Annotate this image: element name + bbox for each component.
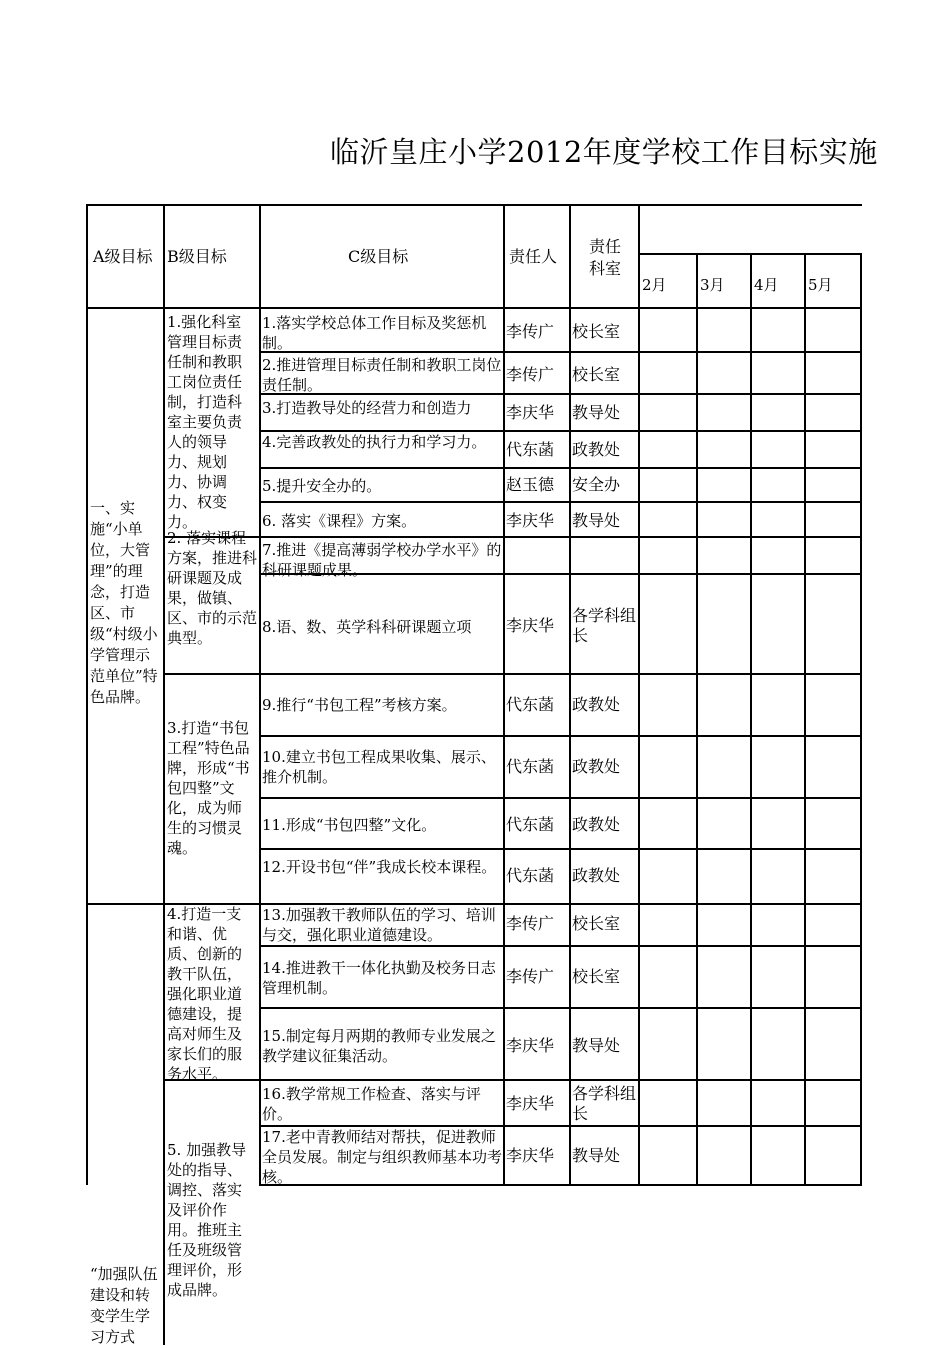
header-month-5: 5月 (808, 276, 833, 294)
header-person: 责任人 (509, 247, 558, 266)
grid-line (259, 536, 862, 538)
c-goal-text: 7.推进《提高薄弱学校办学水平》的科研课题成果。 (262, 541, 502, 579)
responsible-person: 李庆华 (506, 403, 555, 422)
grid-line (259, 945, 862, 947)
grid-line (86, 307, 862, 309)
c-goal-text: 1.落实学校总体工作目标及奖惩机制。 (262, 314, 487, 352)
b-goal-3: 3.打造“书包工程”特色品牌，形成“书包四整”文化，成为师生的习惯灵魂。 (167, 719, 250, 857)
header-c-goal: C级目标 (348, 247, 409, 266)
grid-line (259, 1079, 862, 1081)
responsible-person: 代东菡 (506, 440, 555, 459)
c-goal-text: 12.开设书包“伴”我成长校本课程。 (262, 858, 497, 876)
responsible-dept: 教导处 (572, 403, 621, 422)
c-goal-text: 13.加强教干教师队伍的学习、培训与交，强化职业道德建设。 (262, 906, 496, 944)
responsible-dept: 教导处 (572, 1036, 621, 1055)
responsible-person: 李传广 (506, 914, 555, 933)
c-goal-text: 4.完善政教处的执行力和学习力。 (262, 433, 487, 451)
grid-line (259, 501, 862, 503)
header-b-goal: B级目标 (167, 247, 227, 266)
header-month-4: 4月 (754, 276, 779, 294)
responsible-dept: 教导处 (572, 1146, 621, 1165)
c-goal-text: 8.语、数、英学科科研课题立项 (262, 618, 472, 636)
responsible-dept: 政教处 (572, 695, 621, 714)
b-goal-5: 5. 加强教导处的指导、调控、落实及评价作用。推班主任及班级管理评价，形成品牌。 (167, 1141, 247, 1299)
a-goal-1: 一、实施“小单位，大管理”的理念，打造区、市级“村级小学管理示范单位”特色品牌。 (90, 499, 158, 706)
responsible-person: 代东菡 (506, 757, 555, 776)
grid-line (163, 673, 259, 675)
b-goal-2: 2. 落实课程方案，推进科研课题及成果，做镇、区、市的示范典型。 (167, 529, 258, 647)
grid-line (259, 848, 862, 850)
responsible-dept: 校长室 (572, 322, 621, 341)
grid-line (569, 204, 571, 1185)
header-month-2: 2月 (642, 276, 667, 294)
responsible-dept: 安全办 (572, 475, 621, 494)
responsible-person: 代东菡 (506, 815, 555, 834)
responsible-person: 李传广 (506, 322, 555, 341)
responsible-dept: 政教处 (572, 757, 621, 776)
responsible-dept: 校长室 (572, 967, 621, 986)
c-goal-text: 14.推进教干一体化执勤及校务日志管理机制。 (262, 959, 496, 997)
responsible-dept: 政教处 (572, 815, 621, 834)
responsible-dept: 政教处 (572, 866, 621, 885)
c-goal-text: 10.建立书包工程成果收集、展示、推介机制。 (262, 748, 496, 786)
grid-line (86, 204, 862, 206)
grid-line (163, 204, 165, 1345)
grid-line (86, 903, 163, 905)
responsible-dept: 教导处 (572, 511, 621, 530)
grid-line (259, 673, 862, 675)
responsible-dept: 各学科组长 (572, 1084, 637, 1123)
c-goal-text: 2.推进管理目标责任制和教职工岗位责任制。 (262, 356, 502, 394)
c-goal-text: 3.打造教导处的经营力和创造力 (262, 399, 472, 417)
responsible-dept: 校长室 (572, 365, 621, 384)
grid-line (860, 253, 862, 1185)
header-month-3: 3月 (700, 276, 725, 294)
c-goal-text: 11.形成“书包四整”文化。 (262, 816, 437, 834)
b-goal-4: 4.打造一支和谐、优质、创新的教干队伍，强化职业道德建设，提高对师生及家长们的服务水平。 (167, 905, 243, 1083)
c-goal-text: 16.教学常规工作检查、落实与评价。 (262, 1085, 481, 1123)
grid-line (86, 204, 88, 1185)
grid-line (259, 467, 862, 469)
a-goal-2: “加强队伍建设和转变学生学习方式 (90, 1265, 158, 1346)
responsible-person: 李传广 (506, 365, 555, 384)
c-goal-text: 17.老中青教师结对帮扶，促进教师全员发展。制定与组织教师基本功考核。 (262, 1128, 503, 1186)
responsible-dept: 校长室 (572, 914, 621, 933)
responsible-person: 代东菡 (506, 695, 555, 714)
responsible-dept: 政教处 (572, 440, 621, 459)
responsible-person: 赵玉德 (506, 475, 555, 494)
header-dept: 责任科室 (588, 237, 621, 278)
grid-line (638, 204, 640, 1185)
grid-line (259, 1007, 862, 1009)
responsible-person: 代东菡 (506, 866, 555, 885)
responsible-person: 李庆华 (506, 1094, 555, 1113)
c-goal-text: 5.提升安全办的。 (262, 477, 382, 495)
responsible-person: 李传广 (506, 967, 555, 986)
responsible-person: 李庆华 (506, 511, 555, 530)
responsible-person: 李庆华 (506, 616, 555, 635)
grid-line (259, 735, 862, 737)
responsible-person: 李庆华 (506, 1036, 555, 1055)
b-goal-1: 1.强化科室管理目标责任制和教职工岗位责任制，打造科室主要负责人的领导力、规划力、协调力、权变力。 (167, 313, 243, 531)
responsible-dept: 各学科组长 (572, 606, 637, 645)
responsible-person: 李庆华 (506, 1146, 555, 1165)
page-title: 临沂皇庄小学2012年度学校工作目标实施 (330, 135, 878, 169)
c-goal-text: 15.制定每月两期的教师专业发展之教学建议征集活动。 (262, 1027, 496, 1065)
grid-line (696, 253, 698, 1185)
grid-line (259, 204, 261, 1185)
grid-line (259, 797, 862, 799)
grid-line (750, 253, 752, 1185)
c-goal-text: 6. 落实《课程》方案。 (262, 512, 417, 530)
c-goal-text: 9.推行“书包工程”考核方案。 (262, 696, 457, 714)
grid-line (804, 253, 806, 1185)
header-a-goal: A级目标 (93, 247, 153, 266)
